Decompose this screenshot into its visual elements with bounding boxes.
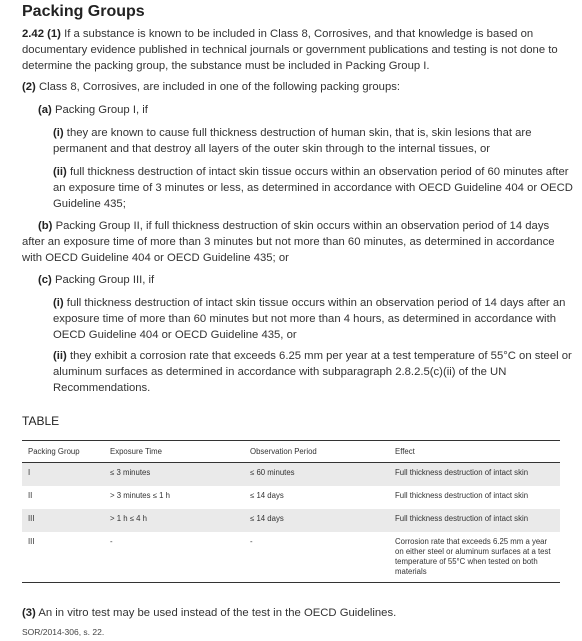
paragraph-3: [22, 605, 570, 621]
paragraph-number: (i): [53, 127, 64, 139]
table-cell: -: [244, 532, 389, 583]
column-header: Exposure Time: [104, 441, 244, 463]
paragraph-text: Packing Group III, if: [51, 274, 155, 286]
paragraph-a-ii: [53, 164, 573, 212]
table-cell: Full thickness destruction of intact skin: [389, 509, 560, 532]
table-cell: Corrosion rate that exceeds 6.25 mm a year on either steel or aluminum surfaces at a test temperature of 55°C when tested on both materials: [389, 532, 560, 583]
table-cell: -: [104, 532, 244, 583]
paragraph-text: If a substance is known to be included in Class 8, Corrosives, and that knowledge is based on documentary evidence published in technical journals or government publications and testing is not done to determine the packing group, the substance must be included in Packing Group I.: [22, 28, 558, 72]
paragraph-number: (b): [38, 220, 53, 232]
paragraph-text: Packing Group I, if: [51, 104, 148, 116]
paragraph-2: [22, 79, 570, 95]
paragraph-text: they are known to cause full thickness destruction of human skin, that is, skin lesions that are permanent and that destroy all layers of the outer skin through to the internal tissues, or: [53, 127, 532, 155]
paragraph-number: (2): [22, 81, 36, 93]
table-cell: ≤ 60 minutes: [244, 463, 389, 487]
table-header-row: [22, 441, 560, 463]
paragraph-number: (ii): [53, 166, 67, 178]
paragraph-number: (3): [22, 607, 36, 619]
paragraph-number: (c): [38, 274, 52, 286]
table-cell: > 1 h ≤ 4 h: [104, 509, 244, 532]
paragraph-c: [38, 272, 570, 288]
table-row: [22, 463, 560, 487]
paragraph-2-42-1: [22, 26, 570, 74]
table-cell: Full thickness destruction of intact skin: [395, 491, 529, 500]
paragraph-b: [22, 218, 573, 266]
table-cell: ≤ 14 days: [250, 491, 284, 500]
paragraph-a-i: [53, 125, 573, 157]
paragraph-number: (ii): [53, 350, 67, 362]
table-cell: ≤ 14 days: [244, 509, 389, 532]
paragraph-text: full thickness destruction of intact skin tissue occurs within an observation period of 14 days after an exposure time of more than 60 minutes but not more than 4 hours, as determined in accordance with OECD Guideline 404 or OECD Guideline 435, or: [53, 297, 566, 341]
paragraph-number: (a): [38, 104, 52, 116]
table-cell: > 3 minutes ≤ 1 h: [110, 491, 170, 500]
paragraph-text: An in vitro test may be used instead of the test in the OECD Guidelines.: [35, 607, 397, 619]
table-cell: I: [22, 463, 104, 487]
table-title: TABLE: [22, 414, 60, 428]
table-cell: III: [22, 509, 104, 532]
section-heading: Packing Groups: [22, 3, 145, 20]
column-header: Packing Group: [22, 441, 104, 463]
paragraph-number: (i): [53, 297, 64, 309]
paragraph-a: [38, 102, 570, 118]
table-row: [22, 532, 560, 583]
paragraph-text: full thickness destruction of intact skin tissue occurs within an observation period of 60 minutes after an exposure time of 3 minutes or less, as determined in accordance with OECD Guideline 404 or OECD Guideline 435;: [53, 166, 573, 210]
source-citation: SOR/2014-306, s. 22.: [22, 627, 105, 637]
paragraph-number: 2.42 (1): [22, 28, 61, 40]
table-cell: ≤ 3 minutes: [104, 463, 244, 487]
paragraph-c-i: [53, 295, 573, 343]
table-row: [22, 509, 560, 532]
table-row: [22, 486, 560, 509]
paragraph-c-ii: [53, 348, 573, 396]
paragraph-text: Class 8, Corrosives, are included in one of the following packing groups:: [35, 81, 401, 93]
paragraph-text: Packing Group II, if full thickness destruction of skin occurs within an observation period of 14 days after an exposure time of more than 3 minutes but not more than 60 minutes, as determined in accordance with OECD Guideline 404 or OECD Guideline 435; or: [22, 220, 555, 264]
table-cell: Full thickness destruction of intact skin: [389, 463, 560, 487]
column-header: Effect: [389, 441, 560, 463]
packing-group-table: [22, 440, 560, 583]
table-cell: III: [22, 532, 104, 583]
table-cell: II: [28, 491, 33, 500]
column-header: Observation Period: [244, 441, 389, 463]
paragraph-text: they exhibit a corrosion rate that exceeds 6.25 mm per year at a test temperature of 55°C on steel or aluminum surfaces as determined in accordance with subparagraph 2.8.2.5(c)(ii) of the UN Recommendations.: [53, 350, 572, 394]
